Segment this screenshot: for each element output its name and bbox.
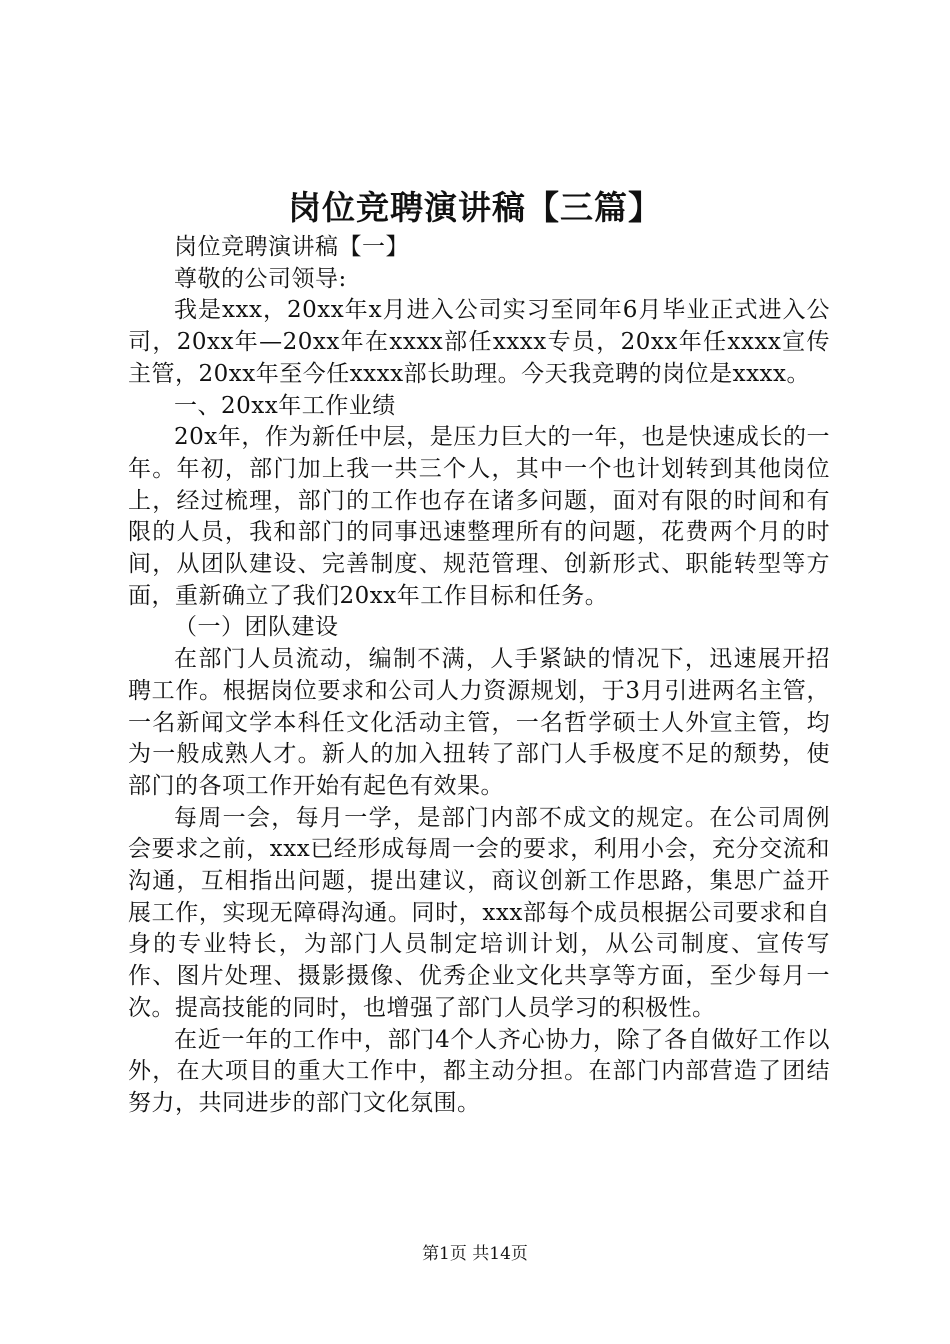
- paragraph-achievements: 20x年，作为新任中层，是压力巨大的一年，也是快速成长的一年。年初，部门加上我一共三个人，其中一个也计划转到其他岗位上，经过梳理，部门的工作也存在诸多问题，面对有限的时间和有限的人员，我和部门的同事迅速整理所有的问题，花费两个月的时间，从团队建设、完善制度、规范管理、创新形式、职能转型等方面，重新确立了我们20xx年工作目标和任务。: [128, 424, 830, 609]
- paragraph-teamwork: 在近一年的工作中，部门4个人齐心协力，除了各自做好工作以外，在大项目的重大工作中，都主动分担。在部门内部营造了团结努力，共同进步的部门文化氛围。: [128, 1026, 830, 1116]
- subsection-heading-team-building: （一）团队建设: [174, 614, 339, 641]
- document-body: [128, 232, 830, 1120]
- document-title: 岗位竞聘演讲稿【三篇】: [288, 188, 662, 227]
- section-heading-part-one: 岗位竞聘演讲稿【一】: [174, 234, 409, 260]
- salutation: 尊敬的公司领导:: [174, 265, 347, 292]
- paragraph-weekly-meetings: 每周一会，每月一学，是部门内部不成文的规定。在公司周例会要求之前，xxx已经形成每周一会的要求，利用小会，充分交流和沟通，互相指出问题，提出建议，商议创新工作思路，集思广益开展工作，实现无障碍沟通。同时，xxx部每个成员根据公司要求和自身的专业特长，为部门人员制定培训计划，从公司制度、宣传写作、图片处理、摄影摄像、优秀企业文化共享等方面，至少每月一次。提高技能的同时，也增强了部门人员学习的积极性。: [128, 804, 830, 1021]
- page-number-footer: 第1页 共14页: [422, 1244, 528, 1264]
- paragraph-recruitment: 在部门人员流动，编制不满，人手紧缺的情况下，迅速展开招聘工作。根据岗位要求和公司人力资源规划，于3月引进两名主管，一名新闻文学本科任文化活动主管，一名哲学硕士人外宣主管，均为一般成熟人才。新人的加入扭转了部门人手极度不足的颓势，使部门的各项工作开始有起色有效果。: [128, 646, 830, 799]
- section-heading-achievements: 一、20xx年工作业绩: [174, 392, 396, 419]
- paragraph-introduction: 我是xxx，20xx年x月进入公司实习至同年6月毕业正式进入公司，20xx年—20xx年在xxxx部任xxxx专员，20xx年任xxxx宣传主管，20xx年至今任xxxx部长助理。今天我竞聘的岗位是xxxx。: [128, 297, 830, 387]
